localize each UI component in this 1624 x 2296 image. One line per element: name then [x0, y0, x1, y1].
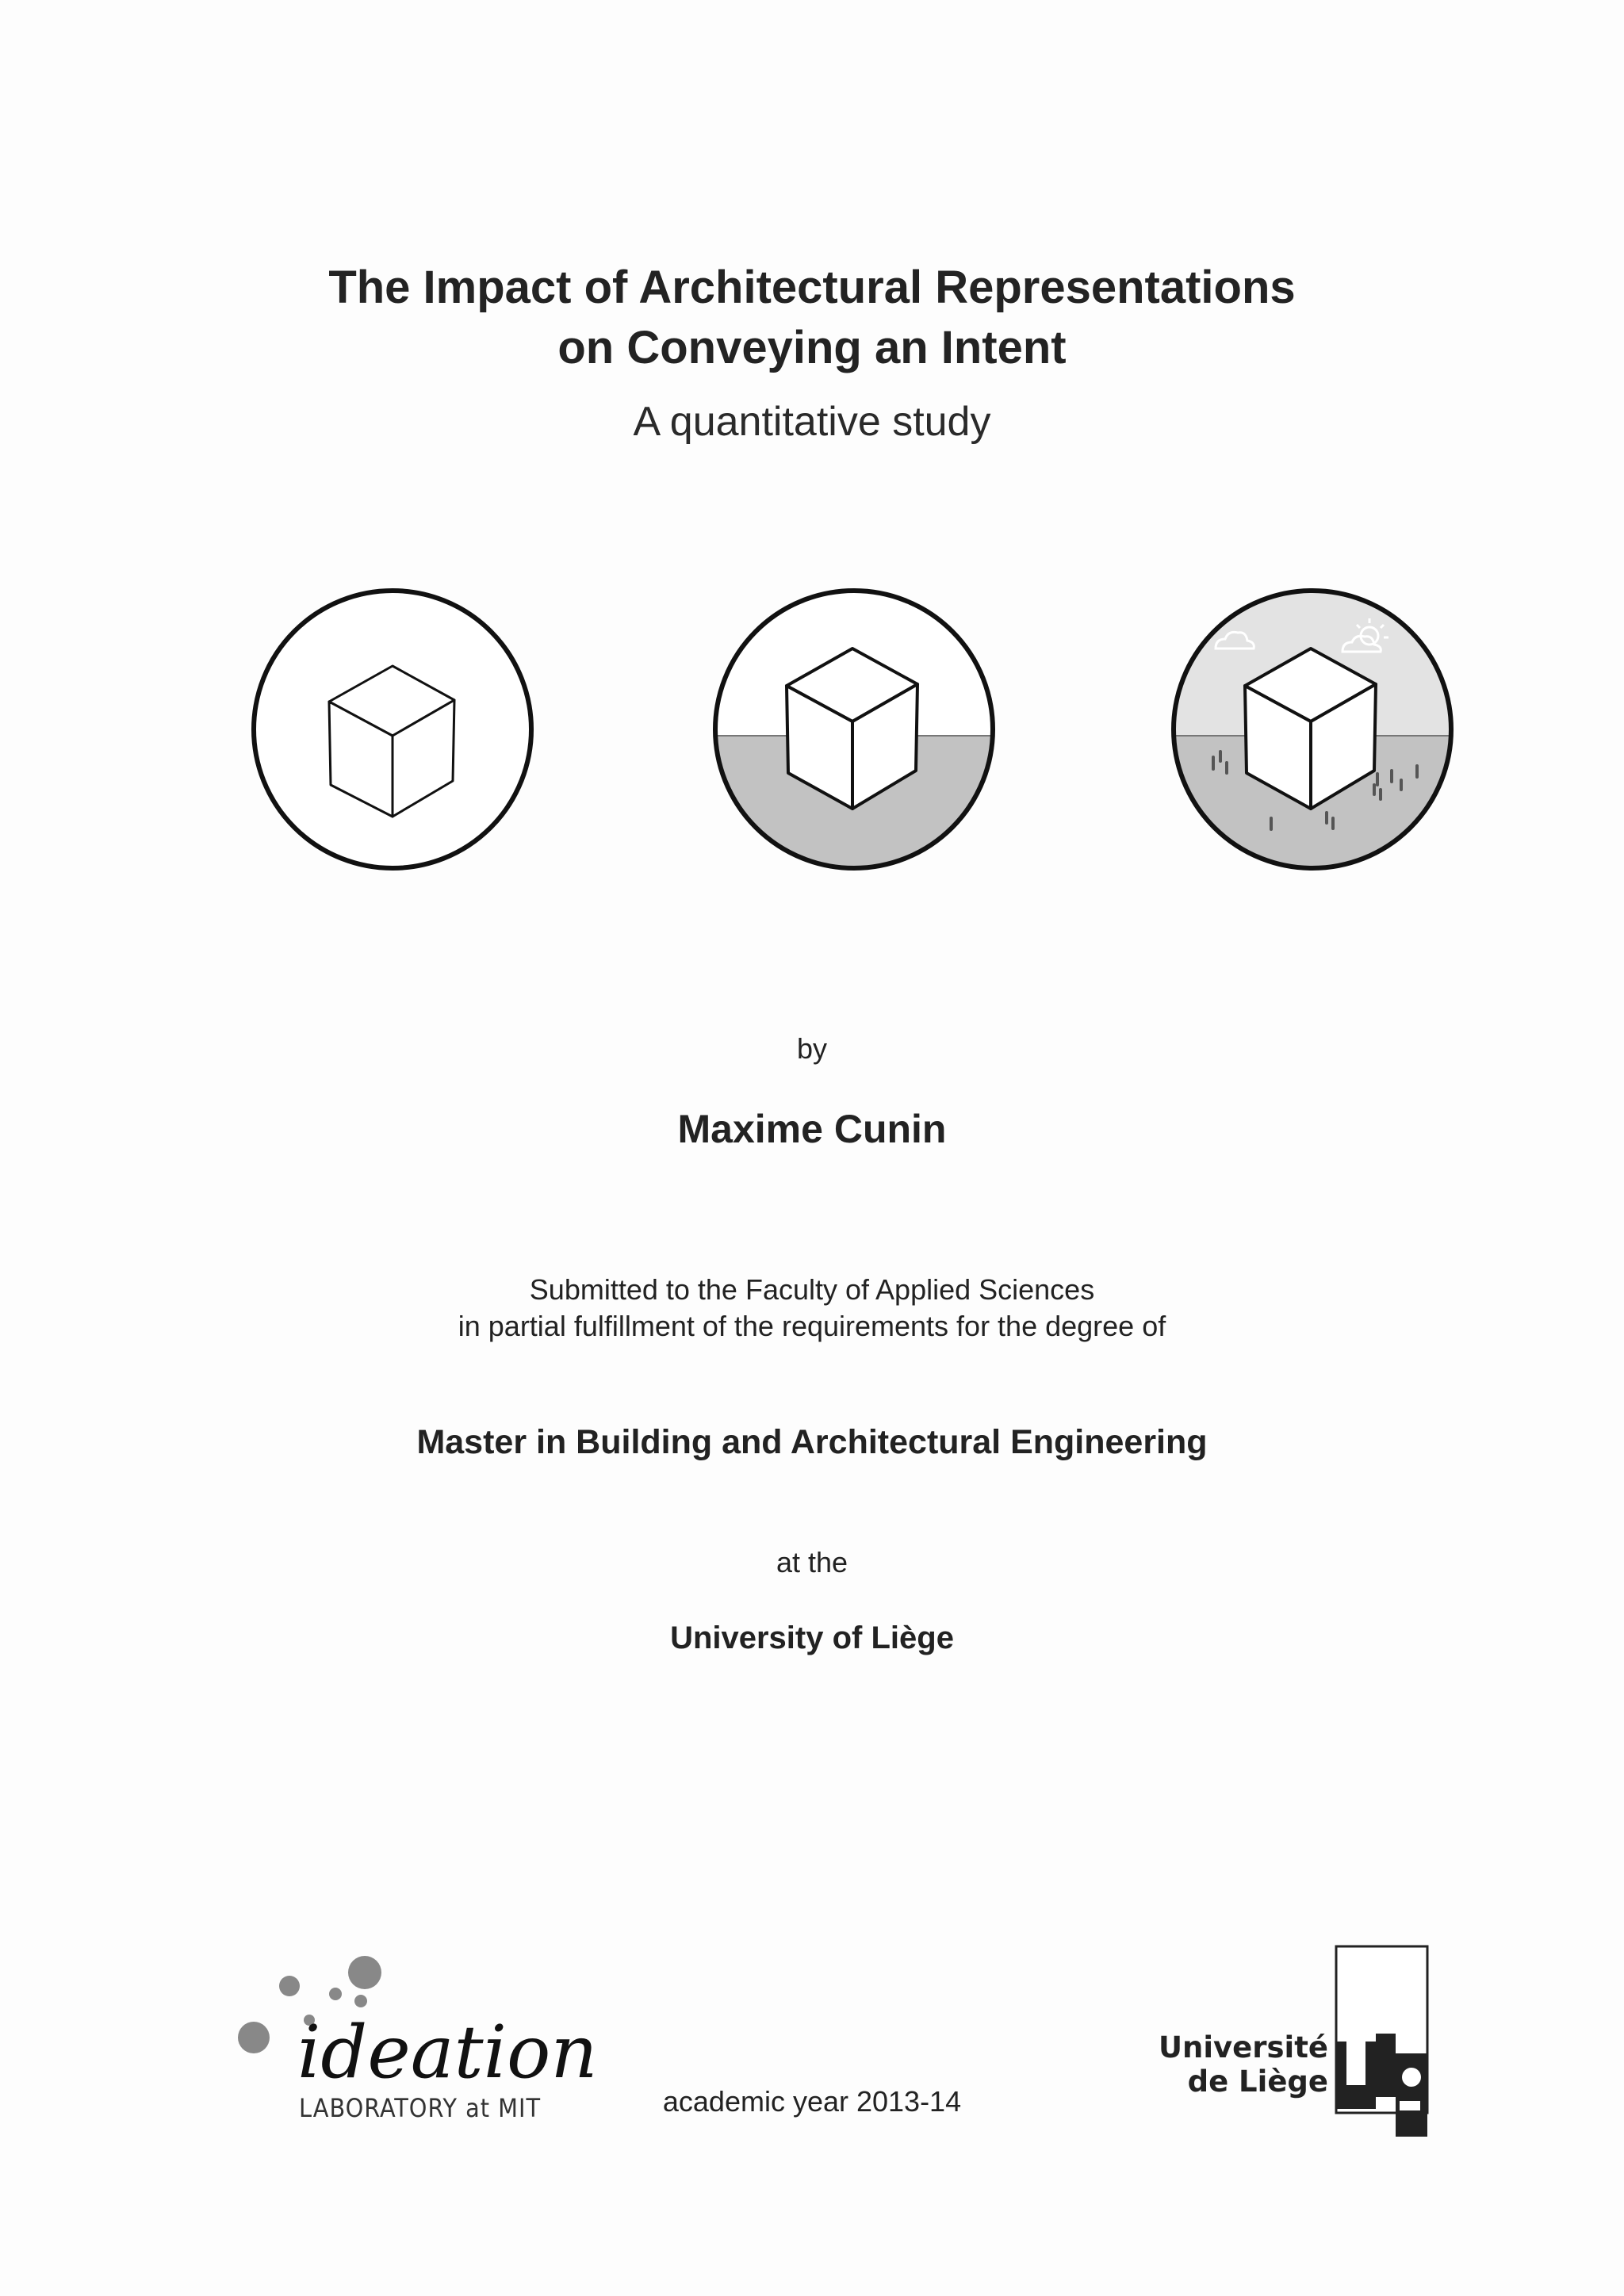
academic-year: academic year 2013-14: [662, 2085, 962, 2118]
ideation-wordmark: ideation: [297, 2010, 598, 2095]
at-the-label: at the: [776, 1546, 848, 1578]
author-name: Maxime Cunin: [677, 1107, 947, 1151]
thesis-title: [0, 258, 1624, 378]
ideation-lab-logo: [234, 1950, 598, 2125]
title-line-2: on Conveying an Intent: [557, 322, 1067, 373]
thesis-subtitle: A quantitative study: [633, 399, 991, 445]
ulg-line-2: de Liège: [1187, 2064, 1328, 2099]
cube-alone-illustration: [250, 587, 535, 872]
ulg-logo: [1158, 1946, 1435, 2137]
submission-statement: [0, 1272, 1624, 1345]
submission-line-2: in partial fulfillment of the requirements for the degree of: [458, 1310, 1166, 1342]
cube-on-ground-illustration: [711, 587, 997, 872]
illustration-row: [0, 587, 1624, 888]
ideation-subtitle: LABORATORY at MIT: [299, 2093, 542, 2123]
degree-name: Master in Building and Architectural Engineering: [416, 1423, 1208, 1461]
university-name: University of Liège: [670, 1621, 954, 1655]
title-line-1: The Impact of Architectural Representations: [328, 262, 1296, 313]
ulg-line-1: Université: [1158, 2030, 1328, 2064]
cube-in-context-illustration: [1170, 587, 1455, 872]
by-label: by: [796, 1032, 828, 1065]
submission-line-1: Submitted to the Faculty of Applied Sciences: [529, 1273, 1095, 1306]
